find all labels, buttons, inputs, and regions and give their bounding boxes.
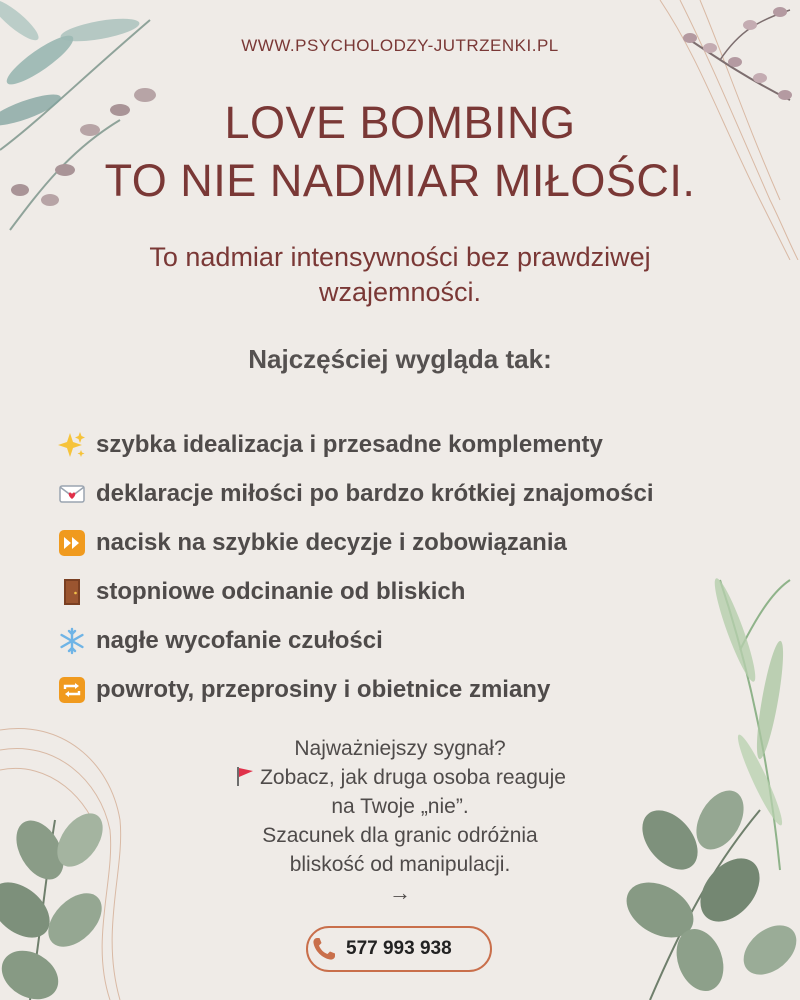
closing-line-2-text: Zobacz, jak druga osoba reaguje [260, 766, 566, 789]
list-item-text: stopniowe odcinanie od bliskich [96, 577, 466, 605]
page-title [0, 94, 800, 210]
list-item-text: nagłe wycofanie czułości [96, 626, 383, 654]
closing-line-3: na Twoje „nie”. [331, 795, 469, 818]
repeat-icon [58, 676, 86, 704]
website-url[interactable]: WWW.PSYCHOLODZY-JUTRZENKI.PL [241, 36, 559, 55]
subtitle-line-1: To nadmiar intensywności bez prawdziwej [149, 242, 651, 272]
love-letter-icon [58, 480, 86, 508]
snowflake-icon [58, 627, 86, 655]
closing-line-5: bliskość od manipulacji. [289, 853, 511, 876]
door-icon [58, 578, 86, 606]
red-flag-icon [234, 765, 256, 787]
title-line-1: LOVE BOMBING [224, 97, 576, 148]
arrow-icon: → [389, 880, 411, 905]
list-item [58, 518, 788, 567]
list-item-text: powroty, przeprosiny i obietnice zmiany [96, 675, 551, 703]
phone-contact-button[interactable] [306, 926, 492, 972]
sign-list [58, 420, 788, 714]
list-item-text: nacisk na szybkie decyzje i zobowiązania [96, 528, 567, 556]
list-item-text: deklaracje miłości po bardzo krótkiej znajomości [96, 479, 654, 507]
phone-icon [310, 935, 338, 963]
title-line-2: TO NIE NADMIAR MIŁOŚCI. [104, 155, 696, 206]
phone-number[interactable]: 577 993 938 [346, 938, 452, 959]
closing-line-4: Szacunek dla granic odróżnia [262, 824, 538, 847]
closing-line-2 [0, 763, 800, 792]
subtitle [0, 240, 800, 310]
list-item-text: szybka idealizacja i przesadne komplementy [96, 430, 603, 458]
subtitle-line-2: wzajemności. [318, 277, 482, 307]
fast-forward-icon [58, 529, 86, 557]
list-heading: Najczęściej wygląda tak: [248, 344, 552, 374]
list-item [58, 420, 788, 469]
list-item [58, 469, 788, 518]
list-item [58, 665, 788, 714]
sparkles-icon [58, 431, 86, 459]
closing-note [0, 734, 800, 907]
list-item [58, 616, 788, 665]
closing-line-1: Najważniejszy sygnał? [294, 737, 506, 760]
list-item [58, 567, 788, 616]
